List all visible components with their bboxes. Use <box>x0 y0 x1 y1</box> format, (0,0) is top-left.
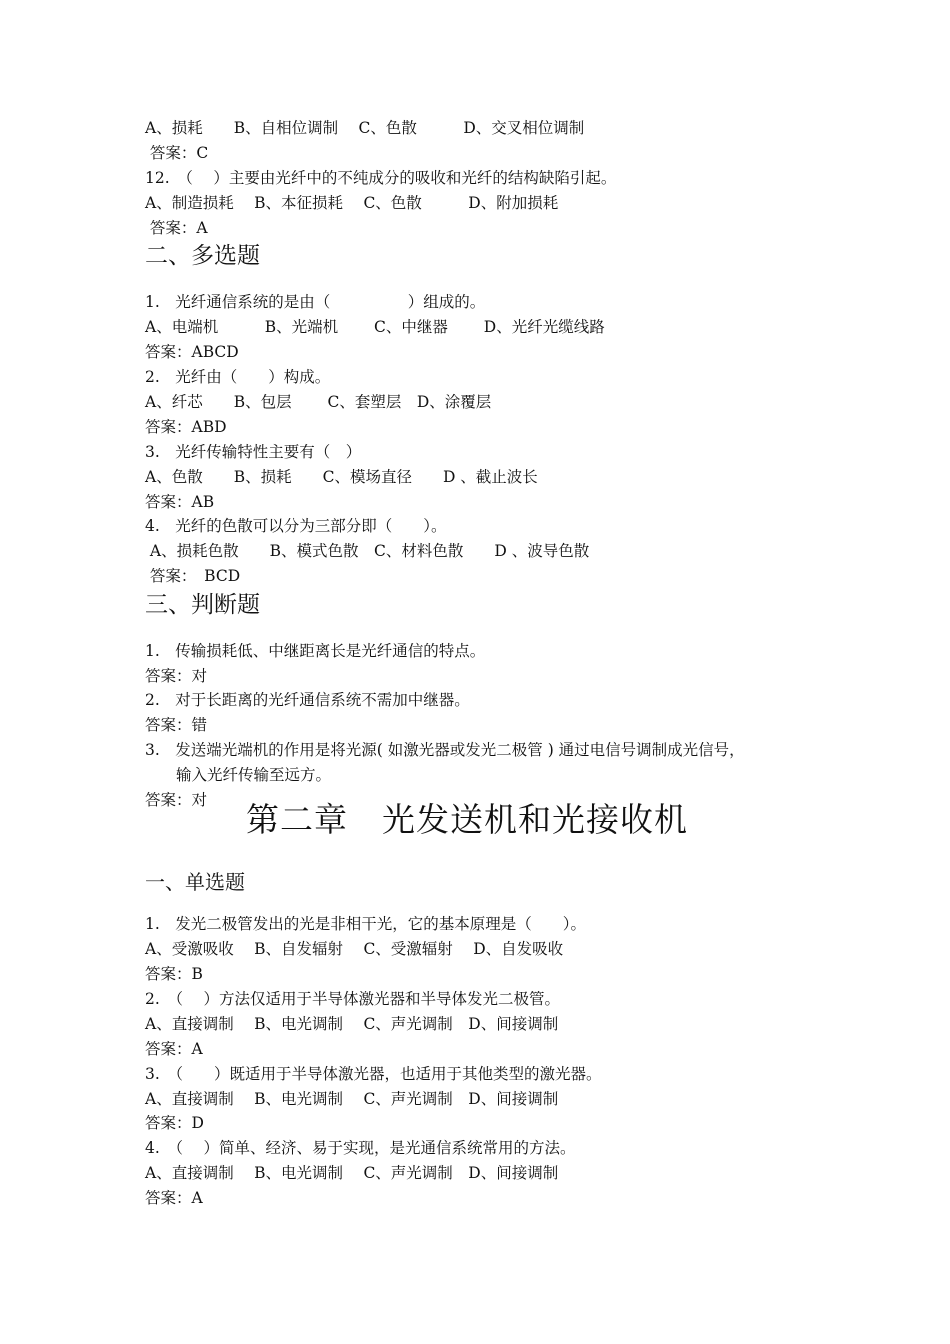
options-line: A、损耗 B、自相位调制 C、色散 D、交叉相位调制 <box>145 119 585 137</box>
answer-line: 答案：A <box>145 1189 203 1207</box>
question-line: 3. 光纤传输特性主要有（ ） <box>145 443 362 461</box>
answer-line: 答案：ABD <box>145 418 227 436</box>
question-line: 2. 对于长距离的光纤通信系统不需加中继器。 <box>145 691 470 709</box>
answer-line: 答案：B <box>145 965 203 983</box>
answer-line: 答案： BCD <box>145 567 241 585</box>
question-line: 12. （ ）主要由光纤中的不纯成分的吸收和光纤的结构缺陷引起。 <box>145 169 617 187</box>
question-line: 2. 光纤由（ ）构成。 <box>145 368 331 386</box>
answer-line: 答案：ABCD <box>145 343 239 361</box>
question-line: 1. 光纤通信系统的是由（ ）组成的。 <box>145 293 486 311</box>
options-line: A、纤芯 B、包层 C、套塑层 D、涂覆层 <box>145 393 492 411</box>
section-heading-true-false: 三、判断题 <box>145 592 260 618</box>
question-line-continued: 输入光纤传输至远方。 <box>145 766 332 784</box>
answer-line: 答案：错 <box>145 716 208 734</box>
question-line: 3. 发送端光端机的作用是将光源( 如激光器或发光二极管 ) 通过电信号调制成光信号， <box>145 741 745 759</box>
question-line: 4. 光纤的色散可以分为三部分即（ ）。 <box>145 517 447 535</box>
options-line: A、直接调制 B、电光调制 C、声光调制 D、间接调制 <box>145 1164 559 1182</box>
options-line: A、制造损耗 B、本征损耗 C、色散 D、附加损耗 <box>145 194 559 212</box>
answer-line: 答案：对 <box>145 791 208 809</box>
answer-line: 答案：对 <box>145 667 208 685</box>
question-line: 2. （ ）方法仅适用于半导体激光器和半导体发光二极管。 <box>145 990 560 1008</box>
section-heading-single-choice: 一、单选题 <box>145 870 245 894</box>
options-line: A、受激吸收 B、自发辐射 C、受激辐射 D、自发吸收 <box>145 940 564 958</box>
chapter-title: 第二章 光发送机和光接收机 <box>246 800 688 839</box>
options-line: A、直接调制 B、电光调制 C、声光调制 D、间接调制 <box>145 1015 559 1033</box>
question-line: 1. 传输损耗低、中继距离长是光纤通信的特点。 <box>145 642 486 660</box>
question-line: 4. （ ）简单、经济、易于实现，是光通信系统常用的方法。 <box>145 1139 576 1157</box>
options-line: A、直接调制 B、电光调制 C、声光调制 D、间接调制 <box>145 1090 559 1108</box>
question-line: 1. 发光二极管发出的光是非相干光，它的基本原理是（ ）。 <box>145 915 587 933</box>
answer-line: 答案：D <box>145 1114 204 1132</box>
answer-line: 答案：A <box>145 1040 203 1058</box>
options-line: A、色散 B、损耗 C、模场直径 D 、截止波长 <box>145 468 538 486</box>
question-line: 3. （ ）既适用于半导体激光器，也适用于其他类型的激光器。 <box>145 1065 602 1083</box>
answer-line: 答案：AB <box>145 493 215 511</box>
answer-line: 答案：C <box>145 144 209 162</box>
options-line: A、损耗色散 B、模式色散 C、材料色散 D 、波导色散 <box>145 542 590 560</box>
section-heading-multiple-choice: 二、多选题 <box>145 243 260 269</box>
answer-line: 答案：A <box>145 219 208 237</box>
options-line: A、电端机 B、光端机 C、中继器 D、光纤光缆线路 <box>145 318 605 336</box>
